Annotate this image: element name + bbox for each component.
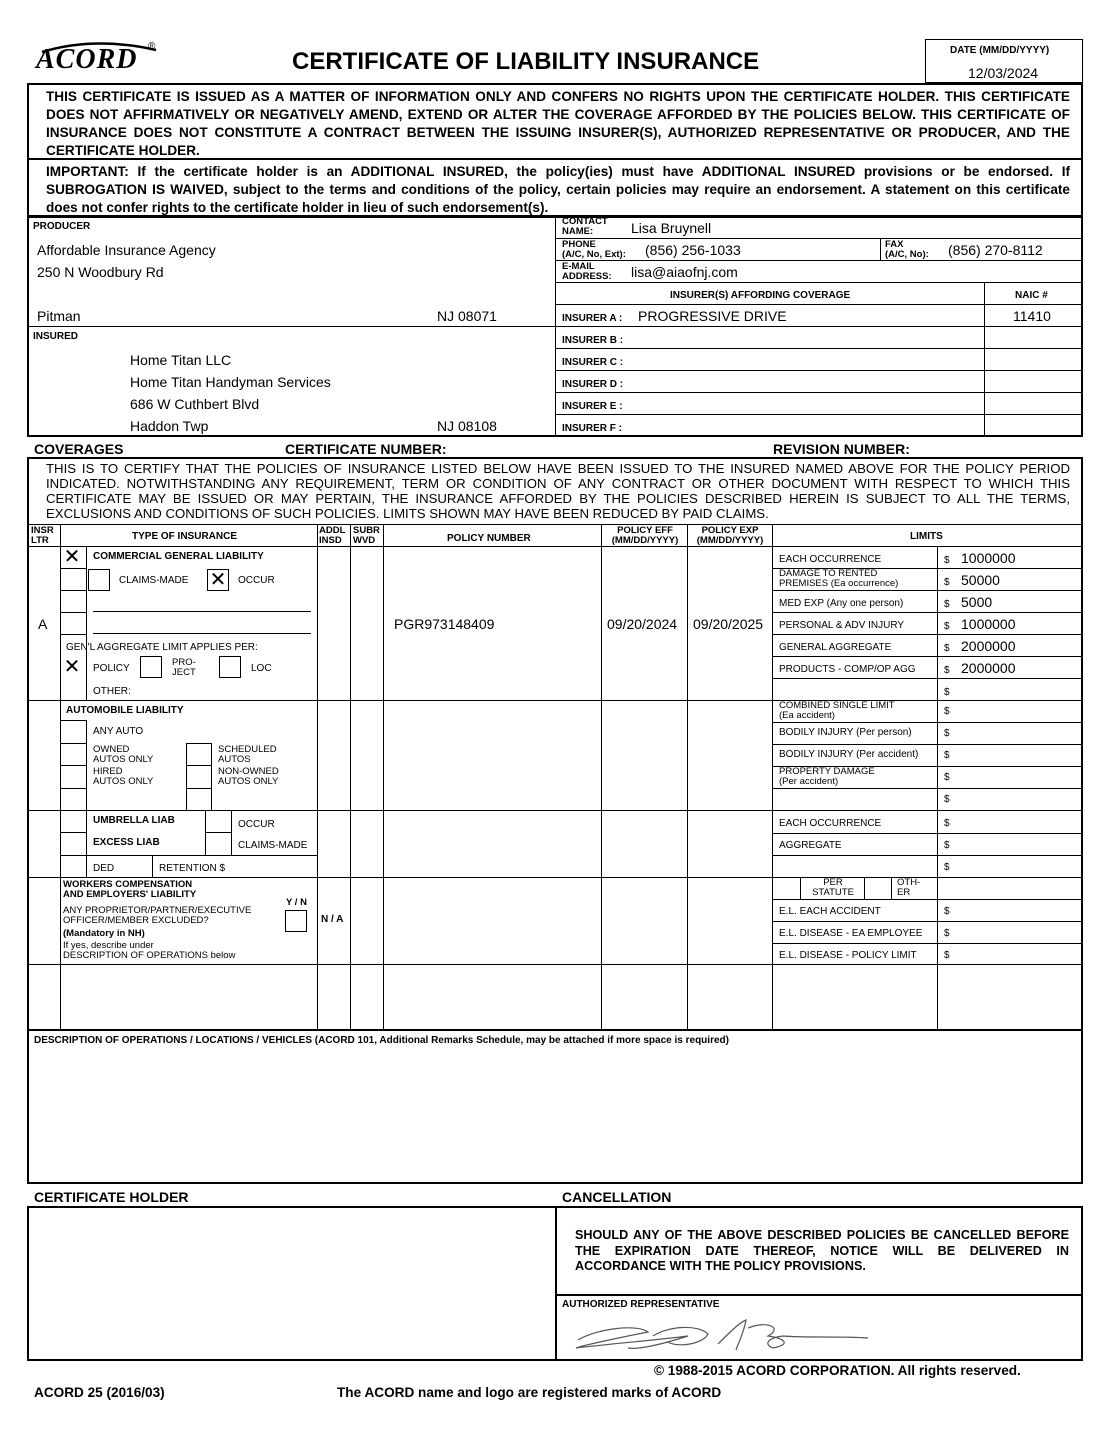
phone-label: PHONE (A/C, No, Ext): (562, 239, 626, 260)
owned-autos-label: OWNED AUTOS ONLY (93, 744, 154, 765)
logo-text: ACORD (36, 44, 138, 75)
occur-checkbox[interactable]: ✕ (207, 569, 229, 591)
gen-agg-label: GEN'L AGGREGATE LIMIT APPLIES PER: (66, 642, 258, 653)
per-statute-label: PER STATUTE (812, 877, 854, 898)
limit-personal-adv-value: 1000000 (961, 616, 1016, 632)
insured-line1: Home Titan LLC (130, 352, 232, 368)
el-each-accident-label: E.L. EACH ACCIDENT (779, 906, 881, 917)
dollar-sign: $ (944, 555, 950, 566)
insured-city: Haddon Twp (130, 418, 209, 434)
excess-liab-label: EXCESS LIAB (93, 837, 160, 848)
limits-header: LIMITS (910, 531, 943, 542)
dollar-sign: $ (944, 728, 950, 739)
dollar-sign: $ (944, 750, 950, 761)
el-disease-employee-label: E.L. DISEASE - EA EMPLOYEE (779, 928, 923, 939)
dollar-sign: $ (944, 706, 950, 717)
policy-exp-header: POLICY EXP (MM/DD/YYYY) (696, 525, 764, 546)
project-checkbox[interactable] (140, 656, 162, 678)
acord-logo (34, 40, 164, 84)
limit-personal-adv-label: PERSONAL & ADV INJURY (779, 620, 905, 631)
wc-title: WORKERS COMPENSATION AND EMPLOYERS' LIABILITY (63, 879, 197, 900)
insurer-a-naic: 11410 (1013, 308, 1051, 324)
dollar-sign: $ (944, 621, 950, 632)
el-disease-policy-label: E.L. DISEASE - POLICY LIMIT (779, 950, 917, 961)
limit-products-label: PRODUCTS - COMP/OP AGG (779, 664, 916, 675)
fax-label: FAX (A/C, No): (885, 239, 929, 260)
loc-label: LOC (251, 663, 272, 674)
gl-policy-number: PGR973148409 (394, 616, 495, 632)
dollar-sign: $ (944, 794, 950, 805)
limit-med-exp-label: MED EXP (Any one person) (779, 598, 904, 609)
other-label: OTHER: (93, 686, 131, 697)
limit-each-occurrence-label: EACH OCCURRENCE (779, 554, 882, 565)
copyright: © 1988-2015 ACORD CORPORATION. All rights reserved. (654, 1363, 1021, 1378)
umbrella-each-occurrence-label: EACH OCCURRENCE (779, 818, 882, 829)
bodily-injury-person-label: BODILY INJURY (Per person) (779, 727, 912, 738)
certificate-holder-label: CERTIFICATE HOLDER (34, 1189, 189, 1205)
auto-liability-title: AUTOMOBILE LIABILITY (66, 705, 184, 716)
dollar-sign: $ (944, 928, 950, 939)
coverages-text: THIS IS TO CERTIFY THAT THE POLICIES OF INSURANCE LISTED BELOW HAVE BEEN ISSUED TO THE INSURED NAMED ABOVE FOR THE POLICY PERIOD INDICATED. NOTWITHSTANDING ANY REQUIREMENT, TERM OR CONDITION OF ANY CONTRACT OR OTHER DOCUMENT WITH RESPECT TO WHICH THIS CERTIFICATE MAY BE ISSUED OR MAY PERTAIN, THE INSURANCE AFFORDED BY THE POLICIES DESCRIBED HEREIN IS SUBJECT TO ALL THE TERMS, EXCLUSIONS AND CONDITIONS OF SUCH POLICIES. LIMITS SHOWN MAY HAVE BEEN REDUCED BY PAID CLAIMS. (46, 461, 1070, 521)
limit-med-exp-value: 5000 (961, 594, 993, 610)
fax-value: (856) 270-8112 (948, 242, 1043, 258)
registered-marks: The ACORD name and logo are registered marks of ACORD (337, 1385, 722, 1400)
bodily-injury-accident-label: BODILY INJURY (Per accident) (779, 749, 919, 760)
contact-name-label: CONTACT NAME: (562, 216, 608, 237)
description-label: DESCRIPTION OF OPERATIONS / LOCATIONS / VEHICLES (ACORD 101, Additional Remarks Schedule, may be attached if more space is required) (34, 1035, 729, 1046)
coverages-label: COVERAGES (34, 441, 124, 457)
policy-eff-header: POLICY EFF (MM/DD/YYYY) (611, 525, 679, 546)
limit-damage-rented-value: 50000 (961, 572, 1000, 588)
combined-single-limit-label: COMBINED SINGLE LIMIT (Ea accident) (779, 700, 895, 721)
insured-line3: 686 W Cuthbert Blvd (130, 396, 260, 412)
any-auto-label: ANY AUTO (93, 726, 144, 737)
notice-issued: THIS CERTIFICATE IS ISSUED AS A MATTER OF INFORMATION ONLY AND CONFERS NO RIGHTS UPON THE CERTIFICATE HOLDER. THIS CERTIFICATE DOES NOT AFFIRMATIVELY OR NEGATIVELY AMEND, EXTEND OR ALTER THE COVERAGE AFFORDED BY THE POLICIES BELOW. THIS CERTIFICATE OF INSURANCE DOES NOT CONSTITUTE A CONTRACT BETWEEN THE ISSUING INSURER(S), AUTHORIZED REPRESENTATIVE OR PRODUCER, AND THE CERTIFICATE HOLDER. (46, 89, 1070, 158)
non-owned-autos-label: NON-OWNED AUTOS ONLY (218, 766, 279, 787)
insurer-e-label: INSURER E : (562, 401, 623, 412)
producer-label: PRODUCER (33, 221, 91, 232)
insr-ltr-header: INSR LTR (31, 525, 54, 546)
insured-line2: Home Titan Handyman Services (130, 374, 331, 390)
claims-made-label: CLAIMS-MADE (119, 575, 189, 586)
cancellation-text: SHOULD ANY OF THE ABOVE DESCRIBED POLICIES BE CANCELLED BEFORE THE EXPIRATION DATE THEREOF, NOTICE WILL BE DELIVERED IN ACCORDANCE WITH THE POLICY PROVISIONS. (575, 1228, 1069, 1273)
retention-label: RETENTION $ (159, 863, 226, 874)
other-er-label: OTH- ER (897, 877, 921, 898)
page-title: CERTIFICATE OF LIABILITY INSURANCE (292, 48, 760, 75)
policy-checkbox[interactable]: ✕ (63, 656, 81, 678)
gl-insurer-letter: A (38, 616, 48, 632)
limit-each-occurrence-value: 1000000 (961, 550, 1016, 566)
umbrella-occur-label: OCCUR (238, 819, 275, 830)
dollar-sign: $ (944, 840, 950, 851)
cancellation-label: CANCELLATION (562, 1189, 672, 1205)
description-box (27, 1030, 1083, 1184)
property-damage-label: PROPERTY DAMAGE (Per accident) (779, 766, 875, 787)
policy-label: POLICY (93, 663, 130, 674)
wc-excluded-checkbox[interactable] (285, 910, 307, 932)
occur-label: OCCUR (238, 575, 275, 586)
dollar-sign: $ (944, 906, 950, 917)
dollar-sign: $ (944, 950, 950, 961)
insurer-a-label: INSURER A : (562, 313, 623, 324)
insured-label: INSURED (33, 331, 79, 342)
naic-header: NAIC # (1015, 290, 1048, 301)
wc-describe-label: If yes, describe under DESCRIPTION OF OPERATIONS below (63, 940, 236, 961)
wc-mandatory-label: (Mandatory in NH) (63, 928, 145, 939)
wc-na: N / A (321, 914, 344, 925)
ded-label: DED (93, 863, 115, 874)
loc-checkbox[interactable] (219, 656, 241, 678)
gl-policy-exp: 09/20/2025 (693, 616, 764, 632)
dollar-sign: $ (944, 643, 950, 654)
date-value: 12/03/2024 (968, 65, 1039, 81)
contact-name: Lisa Bruynell (631, 220, 712, 236)
dollar-sign: $ (944, 665, 950, 676)
wc-yn-label: Y / N (286, 897, 307, 908)
notice-important: IMPORTANT: If the certificate holder is an ADDITIONAL INSURED, the policy(ies) must have ADDITIONAL INSURED provisions or be endorsed. If SUBROGATION IS WAIVED, subject to the terms and conditions of the policy, certain policies may require an endorsement. A statement on this certificate does not confer rights to the certificate holder in lieu of such endorsement(s). (46, 164, 1070, 215)
insurers-header: INSURER(S) AFFORDING COVERAGE (670, 290, 851, 301)
project-label: PRO- JECT (172, 657, 196, 678)
insurer-a-name: PROGRESSIVE DRIVE (638, 308, 787, 324)
umbrella-liab-label: UMBRELLA LIAB (93, 815, 175, 826)
dollar-sign: $ (944, 818, 950, 829)
umbrella-claims-made-label: CLAIMS-MADE (238, 840, 308, 851)
phone-value: (856) 256-1033 (645, 242, 741, 258)
umbrella-aggregate-label: AGGREGATE (779, 840, 842, 851)
dollar-sign: $ (944, 687, 950, 698)
producer-address: 250 N Woodbury Rd (37, 264, 164, 280)
cgl-title: COMMERCIAL GENERAL LIABILITY (93, 551, 264, 562)
addl-insd-header: ADDL INSD (319, 525, 346, 546)
date-label: DATE (MM/DD/YYYY) (950, 45, 1050, 56)
limit-damage-rented-label: DAMAGE TO RENTED PREMISES (Ea occurrence) (779, 568, 899, 589)
insured-state-zip: NJ 08108 (437, 418, 497, 434)
hired-autos-label: HIRED AUTOS ONLY (93, 766, 154, 787)
form-number: ACORD 25 (2016/03) (34, 1385, 165, 1400)
dollar-sign: $ (944, 577, 950, 588)
limit-general-aggregate-label: GENERAL AGGREGATE (779, 642, 892, 653)
limit-products-value: 2000000 (961, 660, 1016, 676)
insurer-d-label: INSURER D : (562, 379, 624, 390)
dollar-sign: $ (944, 772, 950, 783)
certificate-number-label: CERTIFICATE NUMBER: (285, 441, 447, 457)
producer-city: Pitman (37, 308, 81, 324)
type-of-insurance-header: TYPE OF INSURANCE (132, 531, 238, 542)
producer-state-zip: NJ 08071 (437, 308, 497, 324)
signature-image (568, 1314, 898, 1358)
gl-policy-eff: 09/20/2024 (607, 616, 678, 632)
authorized-rep-label: AUTHORIZED REPRESENTATIVE (562, 1299, 720, 1310)
revision-number-label: REVISION NUMBER: (773, 441, 910, 457)
limit-general-aggregate-value: 2000000 (961, 638, 1016, 654)
wc-proprietor-label: ANY PROPRIETOR/PARTNER/EXECUTIVE OFFICER/MEMBER EXCLUDED? (63, 905, 252, 926)
insurer-b-label: INSURER B : (562, 335, 624, 346)
insurer-c-label: INSURER C : (562, 357, 624, 368)
dollar-sign: $ (944, 599, 950, 610)
cgl-checkbox[interactable]: ✕ (63, 546, 81, 568)
producer-name: Affordable Insurance Agency (37, 242, 216, 258)
subr-wvd-header: SUBR WVD (353, 525, 380, 546)
email-value: lisa@aiaofnj.com (631, 264, 738, 280)
dollar-sign: $ (944, 862, 950, 873)
insurer-f-label: INSURER F : (562, 423, 622, 434)
email-label: E-MAIL ADDRESS: (562, 261, 612, 282)
registered-mark: ® (148, 41, 156, 52)
claims-made-checkbox[interactable] (88, 569, 110, 591)
scheduled-autos-label: SCHEDULED AUTOS (218, 744, 277, 765)
policy-number-header: POLICY NUMBER (447, 533, 531, 544)
